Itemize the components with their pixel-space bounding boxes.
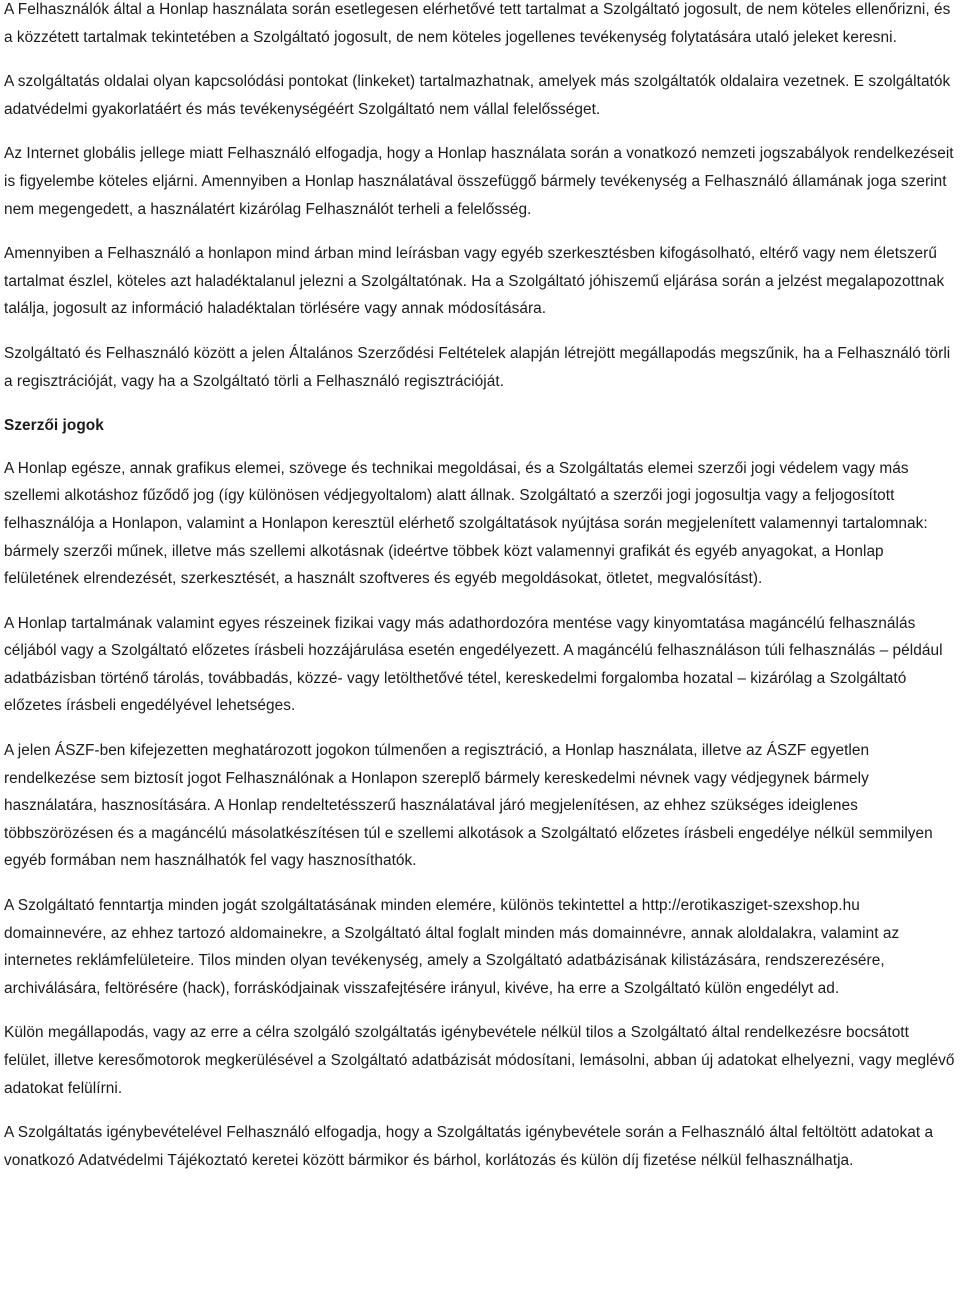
section-heading-copyright: Szerzői jogok <box>4 417 104 435</box>
paragraph-copyright-protection: A Honlap egésze, annak grafikus elemei, szövege és technikai megoldásai, és a Szolgáltatás elemei szerzői jogi védelem vagy más szellemi alkotáshoz fűződő jog (így különösen védjegyoltalom) alatt állnak. Szolgáltató a szerzői jogi jogosultja vagy a feljogosított felhasználója a Honlapon, valamint a Honlapon keresztül elérhető szolgáltatások nyújtása során megjelenített valamennyi tartalomnak: bármely szerzői műnek, illetve más szellemi alkotásnak (ideértve többek közt valamennyi grafikát és egyéb anyagokat, a Honlap felületének elrendezését, szerkesztését, a használt szoftveres és egyéb megoldásokat, ötletet, megvalósítást). <box>4 459 928 588</box>
paragraph-trademark-rights: A jelen ÁSZF-ben kifejezetten meghatározott jogokon túlmenően a regisztráció, a Honlap használata, illetve az ÁSZF egyetlen rendelkezése sem biztosít jogot Felhasználónak a Honlapon szereplő bármely kereskedelmi névnek vagy védjegynek bármely használatára, hasznosítására. A Honlap rendeltetésszerű használatával járó megjelenítésen, az ehhez szükséges ideiglenes többszörözésen és a magáncélú másolatkészítésen túl e szellemi alkotások a Szolgáltató előzetes írásbeli engedélye nélkül semmilyen egyéb formában nem használhatók fel vagy hasznosíthatók. <box>4 742 933 870</box>
paragraph-database-modification: Külön megállapodás, vagy az erre a célra szolgáló szolgáltatás igénybevétele nélkül tilos a Szolgáltató által rendelkezésre bocsátott felület, illetve keresőmotorok megkerülésével a Szolgáltató adatbázisát módosítani, lemásolni, abban új adatokat elhelyezni, vagy meglévő adatokat felülírni. <box>4 1024 955 1097</box>
paragraph-agreement-termination: Szolgáltató és Felhasználó között a jelen Általános Szerződési Feltételek alapján létrejött megállapodás megszűnik, ha a Felhasználó törli a regisztrációját, vagy ha a Szolgáltató törli a Felhasználó regisztrációját. <box>4 344 951 390</box>
paragraph-external-links: A szolgáltatás oldalai olyan kapcsolódási pontokat (linkeket) tartalmazhatnak, amelyek más szolgáltatók oldalaira vezetnek. E szolgáltatók adatvédelmi gyakorlatáért és más tevékenységéért Szolgáltató nem vállal felelősséget. <box>4 73 951 118</box>
paragraph-content-checking: A Felhasználók által a Honlap használata során esetlegesen elérhetővé tett tartalmat a Szolgáltató jogosult, de nem köteles ellenőrizni, és a közzétett tartalmak tekintetében a Szolgáltató jogosult, de nem köteles jogellenes tevékenység folytatására utaló jeleket keresni. <box>4 1 951 46</box>
paragraph-national-law: Az Internet globális jellege miatt Felhasználó elfogadja, hogy a Honlap használata során a vonatkozó nemzeti jogszabályok rendelkezéseit is figyelembe köteles eljárni. Amennyiben a Honlap használatával összefüggő bármely tevékenység a Felhasználó államának joga szerint nem megengedett, a használatért kizárólag Felhasználót terheli a felelősség. <box>4 145 954 218</box>
paragraph-domain-rights: A Szolgáltató fenntartja minden jogát szolgáltatásának minden elemére, különös tekintettel a http://erotikasziget-szexshop.hu domainnevére, az ehhez tartozó aldomainekre, a Szolgáltató által foglalt minden más domainnévre, annak aloldalakra, valamint az internetes reklámfelületeire. Tilos minden olyan tevékenység, amely a Szolgáltató adatbázisának kilistázására, rendszerezésére, archiválására, feltörésére (hack), forráskódjainak visszafejtésére irányul, kivéve, ha erre a Szolgáltató külön engedélyt ad. <box>4 897 900 997</box>
paragraph-objectionable-content: Amennyiben a Felhasználó a honlapon mind árban mind leírásban vagy egyéb szerkesztésben kifogásolható, eltérő vagy nem életszerű tartalmat észlel, köteles azt haladéktalanul jelezni a Szolgáltatónak. Ha a Szolgáltató jóhiszemű eljárása során a jelzést megalapozottnak találja, jogosult az információ haladéktalan törlésére vagy annak módosítására. <box>4 245 945 318</box>
paragraph-uploaded-data-use: A Szolgáltatás igénybevételével Felhasználó elfogadja, hogy a Szolgáltatás igénybevétele során a Felhasználó által feltöltött adatokat a vonatkozó Adatvédelmi Tájékoztató keretei között bármikor és bárhol, korlátozás és külön díj fizetése nélkül felhasználhatja. <box>4 1124 934 1169</box>
paragraph-private-use: A Honlap tartalmának valamint egyes részeinek fizikai vagy más adathordozóra mentése vagy kinyomtatása magáncélú felhasználás céljából vagy a Szolgáltató előzetes írásbeli hozzájárulása esetén engedélyezett. A magáncélú felhasználáson túli felhasználás – például adatbázisban történő tárolás, továbbadás, közzé- vagy letölthetővé tétel, kereskedelmi forgalomba hozatal – kizárólag a Szolgáltató előzetes írásbeli engedélyével lehetséges. <box>4 614 943 715</box>
